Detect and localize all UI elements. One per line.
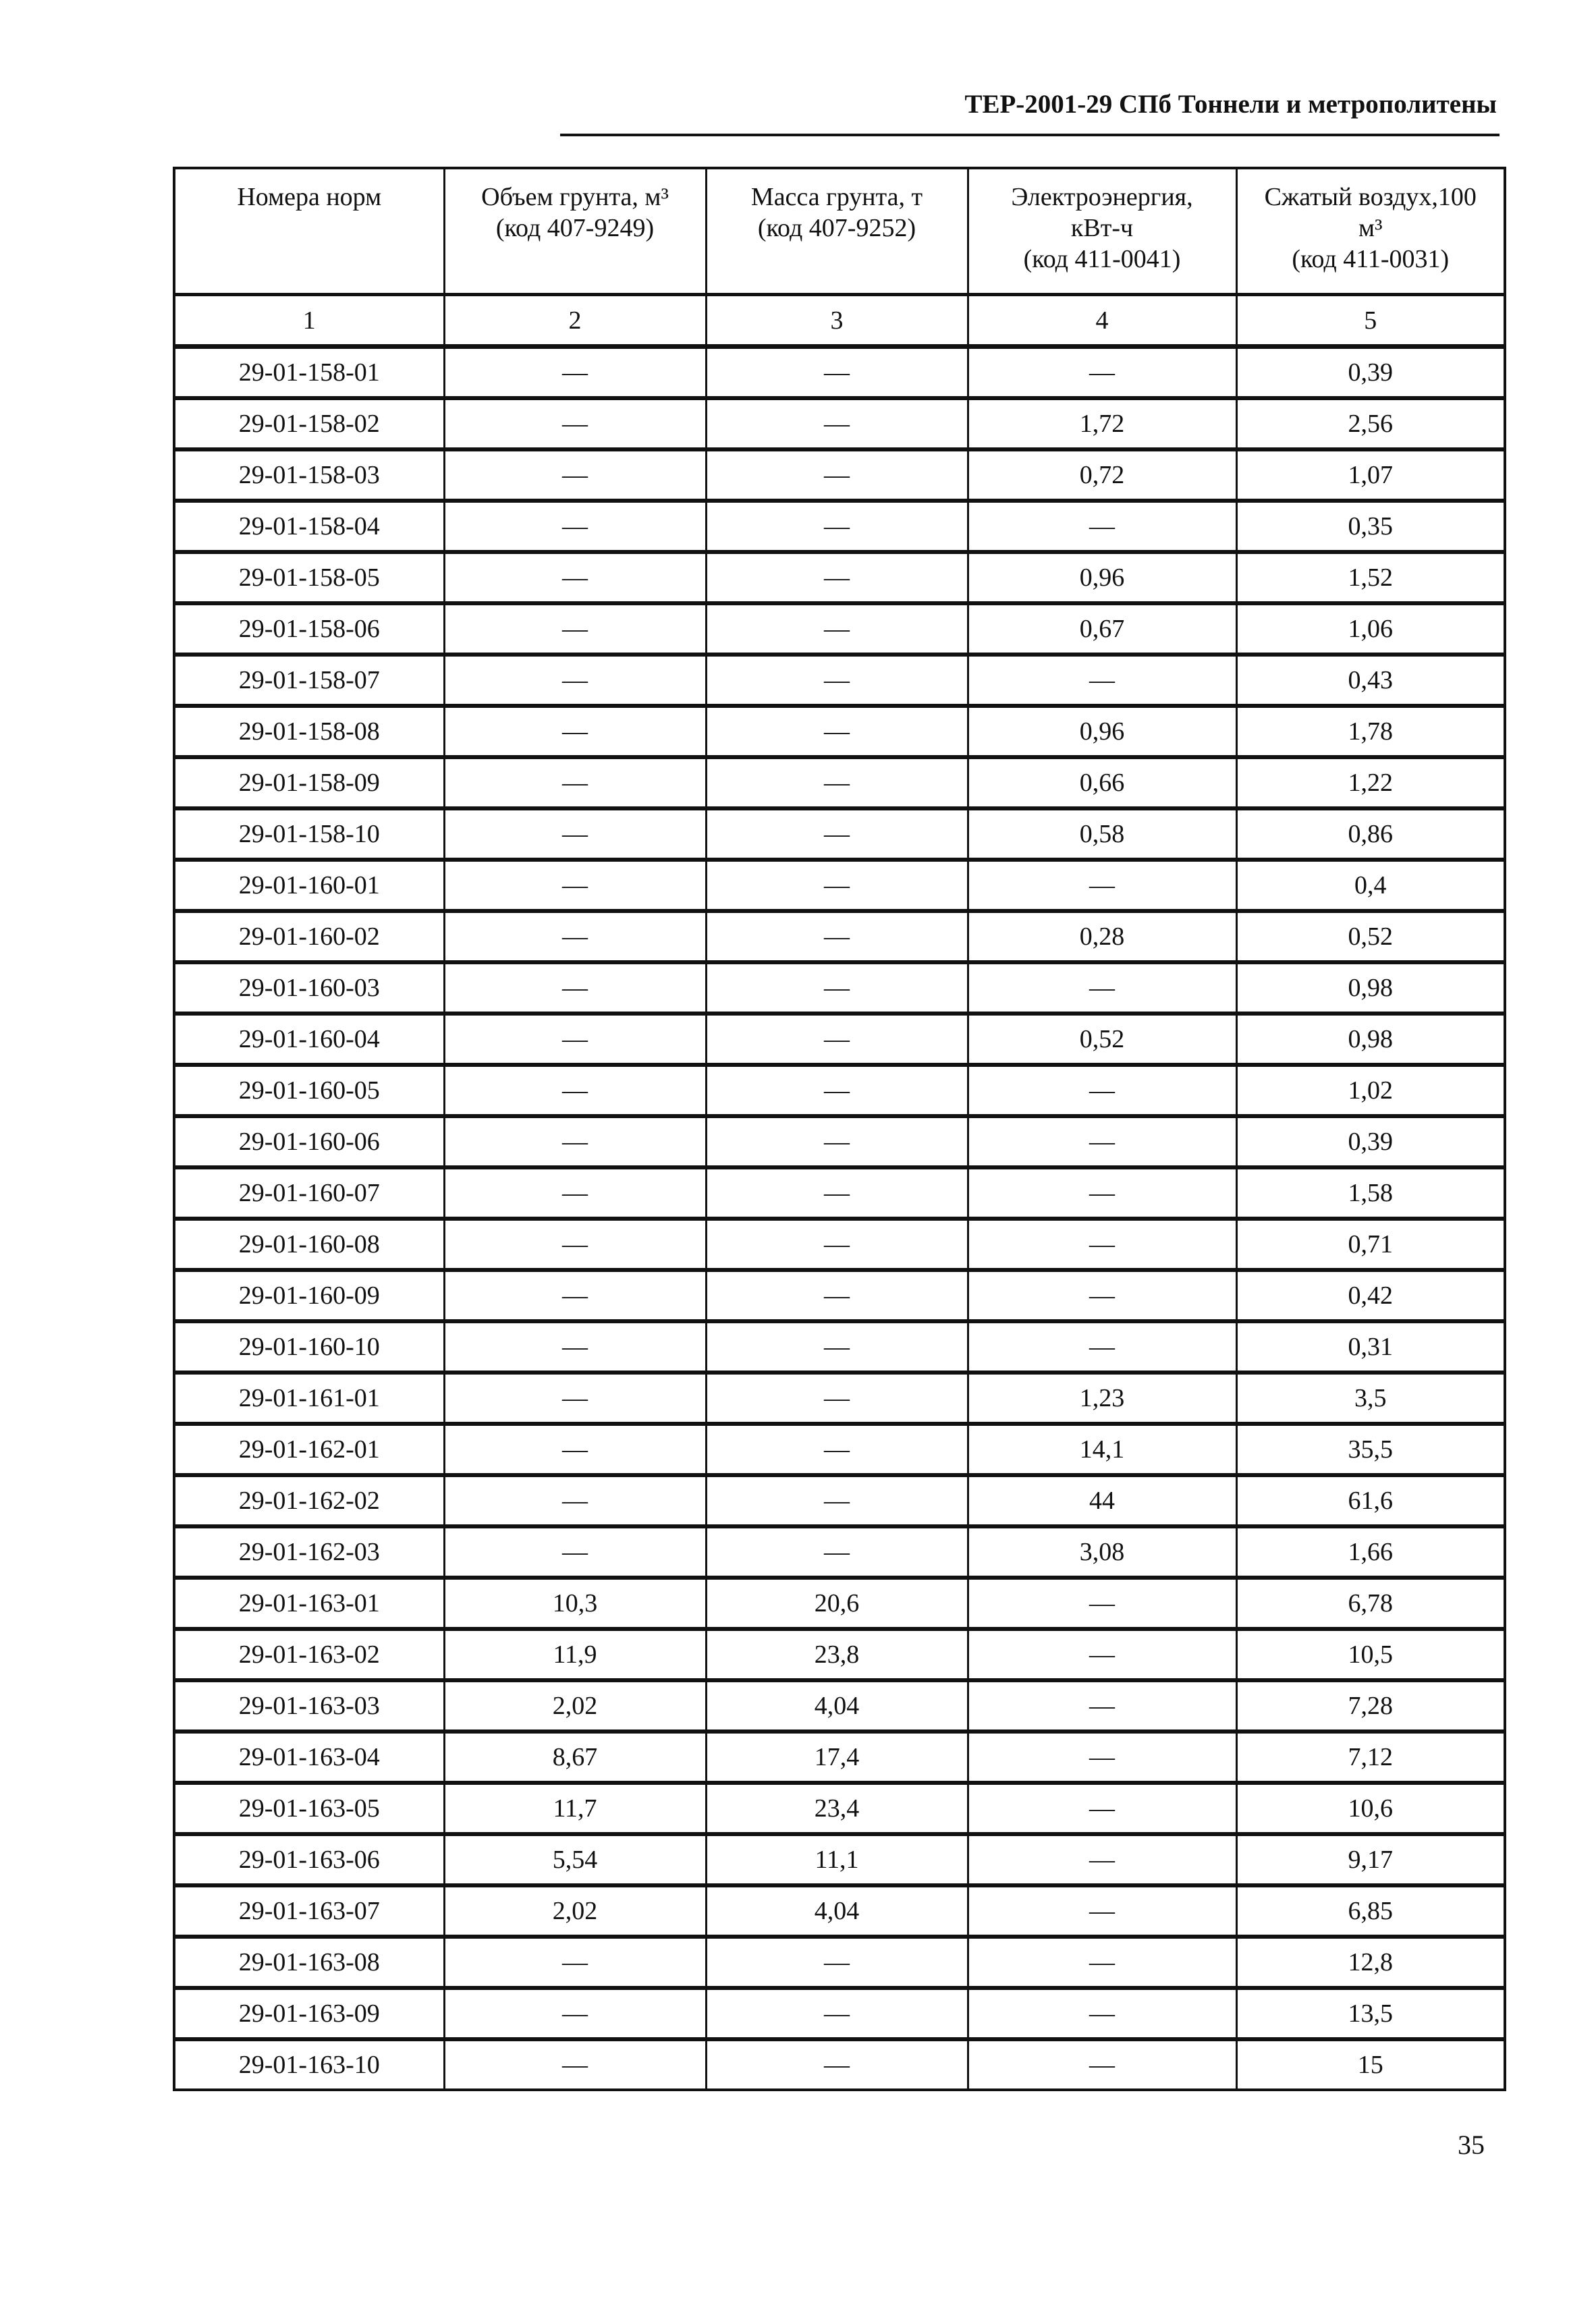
page-header (560, 86, 1499, 136)
table-cell: — (444, 1526, 706, 1578)
table-cell: 4,04 (706, 1885, 968, 1937)
table-cell: — (444, 911, 706, 962)
table-cell: — (444, 603, 706, 655)
table-cell: 7,28 (1236, 1680, 1505, 1732)
table-cell: 1,58 (1236, 1167, 1505, 1219)
norm-number-cell: 29-01-160-05 (174, 1065, 444, 1116)
table-cell: 0,31 (1236, 1321, 1505, 1373)
column-header-soil-mass (706, 168, 968, 295)
table-cell: 0,52 (1236, 911, 1505, 962)
table-row (174, 1321, 1505, 1373)
norm-number-cell: 29-01-158-09 (174, 757, 444, 808)
norm-number-cell: 29-01-158-04 (174, 501, 444, 552)
table-cell: 0,39 (1236, 347, 1505, 399)
norm-number-cell: 29-01-158-10 (174, 808, 444, 860)
column-header-line: (код 411-0031) (1292, 245, 1450, 273)
column-header-soil-volume (444, 168, 706, 295)
table-cell: 0,42 (1236, 1270, 1505, 1321)
table-row (174, 706, 1505, 757)
table-cell: — (706, 449, 968, 501)
column-header-line: (код 411-0041) (1023, 245, 1181, 273)
table-row (174, 1988, 1505, 2039)
table-cell: 0,52 (968, 1014, 1236, 1065)
column-number: 5 (1236, 295, 1505, 347)
table-cell: — (444, 757, 706, 808)
table-cell: 10,3 (444, 1578, 706, 1629)
norm-number-cell: 29-01-158-05 (174, 552, 444, 603)
table-cell: — (706, 552, 968, 603)
table-cell: 5,54 (444, 1834, 706, 1885)
table-cell: — (706, 1014, 968, 1065)
norm-number-cell: 29-01-158-07 (174, 655, 444, 706)
table-cell: — (444, 706, 706, 757)
table-header-row (174, 168, 1505, 295)
table-cell: — (706, 2039, 968, 2090)
norm-number-cell: 29-01-163-03 (174, 1680, 444, 1732)
table-cell: — (968, 962, 1236, 1014)
norm-number-cell: 29-01-163-02 (174, 1629, 444, 1680)
norm-number-cell: 29-01-158-03 (174, 449, 444, 501)
table-cell: — (968, 1219, 1236, 1270)
table-cell: 4,04 (706, 1680, 968, 1732)
table-cell: — (706, 398, 968, 449)
table-cell: — (444, 1219, 706, 1270)
table-cell: — (444, 1988, 706, 2039)
table-row (174, 1270, 1505, 1321)
table-cell: — (968, 1732, 1236, 1783)
table-cell: — (444, 808, 706, 860)
table-cell: — (706, 347, 968, 399)
table-cell: 0,98 (1236, 962, 1505, 1014)
column-header-line: кВт-ч (1070, 214, 1134, 242)
table-cell: 0,58 (968, 808, 1236, 860)
table-cell: — (444, 860, 706, 911)
table-cell: — (444, 962, 706, 1014)
column-number: 1 (174, 295, 444, 347)
table-cell: 44 (968, 1475, 1236, 1526)
table-cell: — (706, 1219, 968, 1270)
norm-number-cell: 29-01-160-08 (174, 1219, 444, 1270)
table-row (174, 1783, 1505, 1834)
table-cell: — (968, 1116, 1236, 1167)
column-number: 2 (444, 295, 706, 347)
table-cell: 2,56 (1236, 398, 1505, 449)
table-cell: — (706, 860, 968, 911)
table-cell: — (706, 1988, 968, 2039)
norm-number-cell: 29-01-163-04 (174, 1732, 444, 1783)
table-row (174, 347, 1505, 399)
table-cell: — (968, 1988, 1236, 2039)
table-cell: — (444, 1475, 706, 1526)
table-cell: — (706, 962, 968, 1014)
table-cell: 9,17 (1236, 1834, 1505, 1885)
table-row (174, 1475, 1505, 1526)
norm-number-cell: 29-01-158-06 (174, 603, 444, 655)
table-cell: — (444, 552, 706, 603)
table-cell: 3,5 (1236, 1373, 1505, 1424)
table-row (174, 603, 1505, 655)
column-header-line: Масса грунта, т (750, 183, 923, 211)
column-header-line: Номера норм (237, 183, 382, 211)
norm-number-cell: 29-01-163-07 (174, 1885, 444, 1937)
norm-number-cell: 29-01-163-06 (174, 1834, 444, 1885)
norm-number-cell: 29-01-162-03 (174, 1526, 444, 1578)
table-cell: — (706, 1270, 968, 1321)
column-header-compressed-air (1236, 168, 1505, 295)
table-cell: — (444, 1116, 706, 1167)
table-cell: 0,98 (1236, 1014, 1505, 1065)
table-cell: — (968, 860, 1236, 911)
table-row (174, 1167, 1505, 1219)
table-cell: 0,39 (1236, 1116, 1505, 1167)
table-cell: — (706, 1526, 968, 1578)
table-cell: 10,5 (1236, 1629, 1505, 1680)
table-cell: 23,4 (706, 1783, 968, 1834)
table-cell: — (444, 347, 706, 399)
table-cell: — (444, 1167, 706, 1219)
norm-number-cell: 29-01-163-08 (174, 1937, 444, 1988)
table-row (174, 2039, 1505, 2090)
table-cell: 17,4 (706, 1732, 968, 1783)
table-row (174, 1937, 1505, 1988)
table-cell: 61,6 (1236, 1475, 1505, 1526)
table-cell: 20,6 (706, 1578, 968, 1629)
table-row (174, 1526, 1505, 1578)
table-cell: 0,66 (968, 757, 1236, 808)
table-cell: — (706, 808, 968, 860)
table-row (174, 1014, 1505, 1065)
table-row (174, 655, 1505, 706)
norm-number-cell: 29-01-163-05 (174, 1783, 444, 1834)
table-row (174, 1629, 1505, 1680)
table-cell: 0,35 (1236, 501, 1505, 552)
norm-number-cell: 29-01-158-02 (174, 398, 444, 449)
table-cell: — (706, 706, 968, 757)
norm-number-cell: 29-01-160-09 (174, 1270, 444, 1321)
table-cell: 15 (1236, 2039, 1505, 2090)
table-row (174, 860, 1505, 911)
table-cell: — (968, 1937, 1236, 1988)
table-row (174, 1885, 1505, 1937)
column-header-electricity (968, 168, 1236, 295)
table-cell: 0,72 (968, 449, 1236, 501)
table-cell: — (706, 1424, 968, 1475)
table-cell: — (968, 501, 1236, 552)
table-row (174, 1680, 1505, 1732)
norm-number-cell: 29-01-163-01 (174, 1578, 444, 1629)
table-row (174, 911, 1505, 962)
table-cell: — (706, 1116, 968, 1167)
table-cell: 14,1 (968, 1424, 1236, 1475)
table-cell: 11,1 (706, 1834, 968, 1885)
table-cell: 1,66 (1236, 1526, 1505, 1578)
table-cell: — (706, 1321, 968, 1373)
norm-number-cell: 29-01-163-09 (174, 1988, 444, 2039)
table-cell: — (968, 2039, 1236, 2090)
norm-number-cell: 29-01-158-01 (174, 347, 444, 399)
table-cell: 3,08 (968, 1526, 1236, 1578)
norm-number-cell: 29-01-162-01 (174, 1424, 444, 1475)
column-header-line: Объем грунта, м³ (481, 183, 669, 211)
table-row (174, 1834, 1505, 1885)
table-cell: — (968, 1783, 1236, 1834)
table-cell: — (968, 1885, 1236, 1937)
table-cell: — (968, 1065, 1236, 1116)
table-cell: — (968, 347, 1236, 399)
table-cell: 11,7 (444, 1783, 706, 1834)
table-cell: — (444, 501, 706, 552)
table-cell: 1,23 (968, 1373, 1236, 1424)
table-cell: — (444, 398, 706, 449)
norm-number-cell: 29-01-160-03 (174, 962, 444, 1014)
table-row (174, 398, 1505, 449)
table-row (174, 1424, 1505, 1475)
norm-number-cell: 29-01-162-02 (174, 1475, 444, 1526)
norm-number-cell: 29-01-160-04 (174, 1014, 444, 1065)
table-cell: 12,8 (1236, 1937, 1505, 1988)
table-cell: — (968, 1680, 1236, 1732)
table-cell: 0,43 (1236, 655, 1505, 706)
table-cell: 1,02 (1236, 1065, 1505, 1116)
table-cell: — (706, 911, 968, 962)
norm-number-cell: 29-01-160-02 (174, 911, 444, 962)
table-cell: — (444, 1424, 706, 1475)
table-row (174, 962, 1505, 1014)
table-cell: 11,9 (444, 1629, 706, 1680)
table-row (174, 1219, 1505, 1270)
table-cell: — (706, 501, 968, 552)
table-row (174, 552, 1505, 603)
table-cell: 1,52 (1236, 552, 1505, 603)
column-header-line: (код 407-9249) (495, 214, 655, 242)
table-cell: — (968, 1270, 1236, 1321)
table-cell: 0,67 (968, 603, 1236, 655)
column-header-line: Сжатый воздух,100 (1264, 183, 1477, 211)
table-cell: — (706, 655, 968, 706)
document-title: ТЕР-2001-29 СПб Тоннели и метрополитены (964, 90, 1497, 119)
table-cell: 6,85 (1236, 1885, 1505, 1937)
table-row (174, 757, 1505, 808)
table-cell: 0,28 (968, 911, 1236, 962)
table-row (174, 1732, 1505, 1783)
table-cell: 0,4 (1236, 860, 1505, 911)
table-row (174, 1065, 1505, 1116)
table-cell: 0,96 (968, 552, 1236, 603)
table-cell: — (444, 1270, 706, 1321)
column-header-norm-numbers (174, 168, 444, 295)
table-cell: 8,67 (444, 1732, 706, 1783)
norm-number-cell: 29-01-160-10 (174, 1321, 444, 1373)
table-cell: 7,12 (1236, 1732, 1505, 1783)
table-cell: — (444, 449, 706, 501)
table-cell: — (706, 1475, 968, 1526)
table-cell: — (968, 1167, 1236, 1219)
table-row (174, 449, 1505, 501)
norms-table (173, 167, 1506, 2091)
table-cell: 1,78 (1236, 706, 1505, 757)
table-cell: 35,5 (1236, 1424, 1505, 1475)
table-cell: — (444, 2039, 706, 2090)
table-cell: — (706, 1065, 968, 1116)
table-cell: 0,71 (1236, 1219, 1505, 1270)
column-number: 4 (968, 295, 1236, 347)
table-cell: 6,78 (1236, 1578, 1505, 1629)
table-cell: — (444, 1014, 706, 1065)
table-cell: 0,96 (968, 706, 1236, 757)
table-cell: — (444, 1937, 706, 1988)
table-cell: — (968, 655, 1236, 706)
column-number: 3 (706, 295, 968, 347)
table-cell: — (968, 1629, 1236, 1680)
norm-number-cell: 29-01-160-01 (174, 860, 444, 911)
table-cell: 1,22 (1236, 757, 1505, 808)
table-cell: 1,06 (1236, 603, 1505, 655)
table-cell: 1,07 (1236, 449, 1505, 501)
table-cell: 23,8 (706, 1629, 968, 1680)
table-cell: — (706, 757, 968, 808)
table-cell: 2,02 (444, 1885, 706, 1937)
table-cell: — (444, 1321, 706, 1373)
column-number-row (174, 295, 1505, 347)
norm-number-cell: 29-01-160-06 (174, 1116, 444, 1167)
page-number: 35 (1458, 2130, 1485, 2160)
table-cell: — (444, 1065, 706, 1116)
table-cell: — (968, 1834, 1236, 1885)
table-cell: — (706, 1937, 968, 1988)
table-cell: — (444, 1373, 706, 1424)
norm-number-cell: 29-01-161-01 (174, 1373, 444, 1424)
column-header-line: м³ (1358, 214, 1383, 242)
table-cell: — (968, 1578, 1236, 1629)
table-row (174, 501, 1505, 552)
table-body (174, 347, 1505, 2091)
column-header-line: Электроэнергия, (1011, 183, 1193, 211)
table-cell: — (706, 1167, 968, 1219)
table-row (174, 808, 1505, 860)
norm-number-cell: 29-01-163-10 (174, 2039, 444, 2090)
table-row (174, 1578, 1505, 1629)
table-cell: — (968, 1321, 1236, 1373)
table-cell: 13,5 (1236, 1988, 1505, 2039)
table-row (174, 1116, 1505, 1167)
table-cell: 10,6 (1236, 1783, 1505, 1834)
table-cell: — (706, 1373, 968, 1424)
norm-number-cell: 29-01-160-07 (174, 1167, 444, 1219)
table-cell: — (444, 655, 706, 706)
norm-number-cell: 29-01-158-08 (174, 706, 444, 757)
table-cell: 0,86 (1236, 808, 1505, 860)
table-row (174, 1373, 1505, 1424)
table-cell: — (706, 603, 968, 655)
column-header-line: (код 407-9252) (757, 214, 916, 242)
table-cell: 1,72 (968, 398, 1236, 449)
table-cell: 2,02 (444, 1680, 706, 1732)
